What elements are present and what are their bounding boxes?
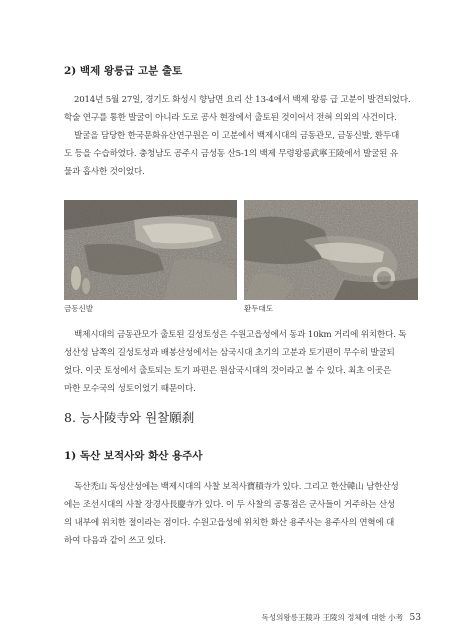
- text-line: 발굴을 담당한 한국문화유산연구원은 이 고분에서 백제시대의 금동관모, 금동신발, 환두대: [74, 131, 400, 141]
- paragraph-temples: [64, 478, 420, 550]
- photo-caption: 환두대도: [244, 304, 273, 313]
- text-line: 에는 조선시대의 사찰 장경사長慶寺가 있다. 이 두 사찰의 공통점은 군사들이 거주하는 산성: [64, 500, 396, 510]
- text-line: 물과 흡사한 것이었다.: [64, 167, 145, 177]
- photo-caption: 금동신발: [64, 304, 93, 313]
- text-line: 학술 연구를 통한 발굴이 아니라 도로 공사 현장에서 출토된 것이어서 전혀 의외의 사건이다.: [64, 113, 397, 123]
- photo-gilt-bronze-shoes: [64, 200, 237, 300]
- photo-ring-pommel-sword: [244, 200, 418, 300]
- subsection-heading-temples: 1) 독산 보적사와 화산 용주사: [64, 450, 203, 462]
- text-line: 도 등을 수습하였다. 충청남도 공주시 금성동 산5-1의 백제 무령왕릉武寧王陵에서 발굴된 유: [64, 149, 398, 159]
- running-title: 독성의왕릉王陵과 王陵의 정체에 대한 小考: [261, 613, 404, 622]
- section-heading-royal-tomb: 2) 백제 왕릉급 고분 출토: [64, 65, 183, 77]
- text-line: 백제시대의 금동관모가 출토된 길성토성은 수원고읍성에서 동과 10km 거리에 위치한다. 독: [74, 330, 407, 340]
- paragraph-discovery: [64, 91, 420, 181]
- text-line: 성산성 남쪽의 길성토성과 배봉산성에서는 삼국시대 초기의 고분과 토기편이 무수히 발굴되: [64, 348, 395, 358]
- text-line: 었다. 이곳 토성에서 출토되는 토기 파편은 원삼국시대의 것이라고 볼 수 있다. 최초 이곳은: [64, 366, 392, 376]
- paragraph-gilseong-fortress: [64, 326, 420, 398]
- page-number: 53: [409, 613, 421, 623]
- chapter-heading-temples: 8. 능사陵寺와 원찰願刹: [64, 410, 195, 425]
- page-footer: [262, 612, 421, 623]
- text-line: 마한 모수국의 성토이었기 때문이다.: [64, 384, 196, 394]
- text-line: 독산禿山 독성산성에는 백제시대의 사찰 보적사寶積寺가 있다. 그리고 한산韓山 남한산성: [74, 482, 399, 492]
- text-line: 2014년 5월 27일, 경기도 화성시 향남면 요리 산 13-4에서 백제 왕릉 급 고분이 발견되었다.: [74, 95, 411, 105]
- text-line: 하여 다음과 같이 쓰고 있다.: [64, 536, 166, 546]
- text-line: 의 내부에 위치한 절이라는 점이다. 수원고읍성에 위치한 화산 용주사는 용주사의 연혁에 대: [64, 518, 395, 528]
